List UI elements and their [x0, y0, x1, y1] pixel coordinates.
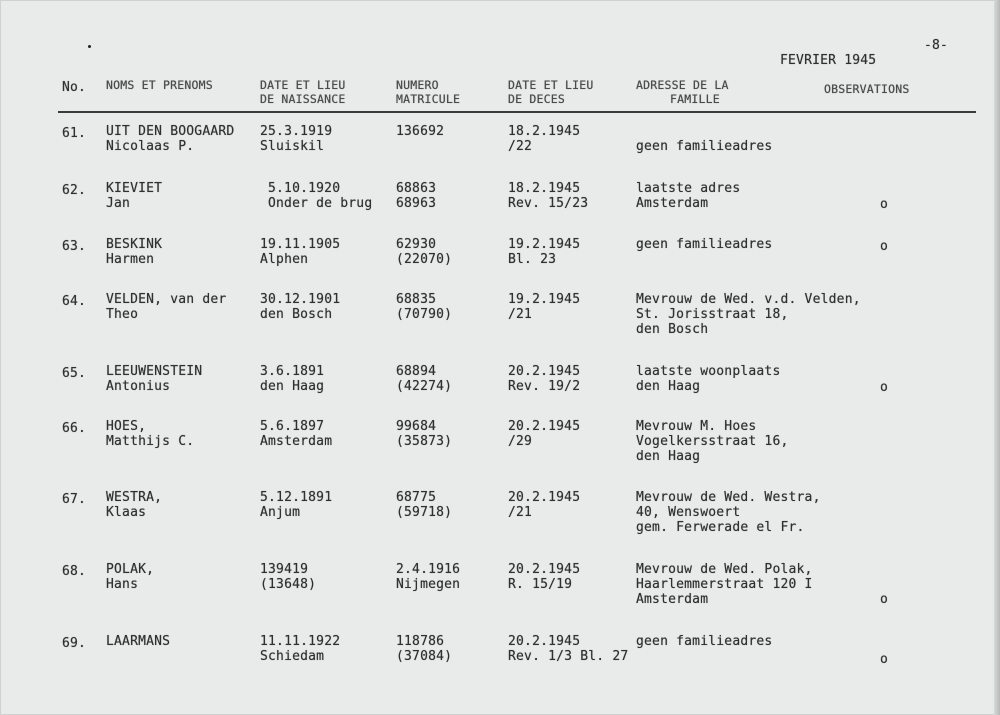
row-name-line: VELDEN, van der [106, 292, 227, 307]
row-birth-line: Alphen [260, 252, 309, 267]
row-matricule-line: 136692 [396, 124, 445, 139]
header-address-1: ADRESSE DE LA [636, 78, 729, 92]
row-birth-line: den Haag [260, 379, 325, 394]
row-birth-line: 3.6.1891 [260, 364, 325, 379]
row-number: 65. [62, 366, 87, 381]
row-number: 67. [62, 492, 87, 507]
row-death-line: /21 [508, 307, 533, 322]
row-address-line: laatste adres [636, 181, 741, 196]
row-observation-mark: o [880, 239, 889, 254]
row-birth-line: den Bosch [260, 307, 333, 322]
row-name-line: POLAK, [106, 562, 155, 577]
row-observation-mark: o [880, 380, 889, 395]
row-death-line: Rev. 19/2 [508, 379, 581, 394]
header-death-1: DATE ET LIEU [508, 78, 594, 92]
row-number: 68. [62, 564, 87, 579]
row-address-line: laatste woonplaats [636, 364, 781, 379]
month-year: FEVRIER 1945 [780, 53, 877, 68]
header-birth-1: DATE ET LIEU [260, 78, 346, 92]
row-birth-line: 5.6.1897 [260, 419, 325, 434]
row-name-line: KIEVIET [106, 181, 163, 196]
header-observations: OBSERVATIONS [824, 82, 910, 96]
row-matricule-line: 62930 [396, 237, 437, 252]
row-matricule-line: 68775 [396, 490, 437, 505]
row-death-line: 18.2.1945 [508, 181, 581, 196]
row-birth-line: 30.12.1901 [260, 292, 341, 307]
header-address-2: FAMILLE [670, 92, 720, 106]
row-birth-line: 11.11.1922 [260, 634, 341, 649]
row-number: 61. [62, 126, 87, 141]
row-address-line: Mevrouw de Wed. Westra, [636, 490, 821, 505]
row-death-line: Bl. 23 [508, 252, 557, 267]
row-observation-mark: o [880, 197, 889, 212]
header-matricule-2: MATRICULE [396, 92, 461, 106]
header-rule [58, 111, 976, 113]
row-name-line: Klaas [106, 505, 147, 520]
ink-dot [88, 45, 91, 48]
row-address-line: geen familieadres [636, 139, 773, 154]
row-number: 69. [62, 636, 87, 651]
row-observation-mark: o [880, 652, 889, 667]
header-death-2: DE DECES [508, 92, 565, 106]
row-address-line: Amsterdam [636, 592, 709, 607]
row-death-line: R. 15/19 [508, 577, 573, 592]
row-address-line: Amsterdam [636, 196, 709, 211]
row-death-line: 19.2.1945 [508, 237, 581, 252]
row-name-line: HOES, [106, 419, 147, 434]
row-matricule-line: (70790) [396, 307, 453, 322]
row-matricule-line: 68835 [396, 292, 437, 307]
row-matricule-line: (42274) [396, 379, 453, 394]
row-number: 66. [62, 421, 87, 436]
header-matricule-1: NUMERO [396, 78, 439, 92]
row-birth-line: 139419 [260, 562, 309, 577]
row-name-line: BESKINK [106, 237, 163, 252]
row-name-line: LEEUWENSTEIN [106, 364, 203, 379]
row-matricule-line: Nijmegen [396, 577, 461, 592]
row-matricule-line: 68863 [396, 181, 437, 196]
row-address-line: Mevrouw de Wed. Polak, [636, 562, 813, 577]
header-birth-2: DE NAISSANCE [260, 92, 346, 106]
row-name-line: UIT DEN BOOGAARD [106, 124, 235, 139]
row-death-line: /22 [508, 139, 533, 154]
row-observation-mark: o [880, 592, 889, 607]
header-name: NOMS ET PRENOMS [106, 78, 213, 92]
row-matricule-line: (59718) [396, 505, 453, 520]
row-birth-line: Sluiskil [260, 139, 325, 154]
row-name-line: Nicolaas P. [106, 139, 195, 154]
row-birth-line: Onder de brug [268, 196, 373, 211]
row-address-line: den Bosch [636, 322, 709, 337]
row-name-line: Antonius [106, 379, 171, 394]
row-birth-line: Amsterdam [260, 434, 333, 449]
row-death-line: /29 [508, 434, 533, 449]
row-name-line: Hans [106, 577, 139, 592]
card-edge [994, 0, 1000, 715]
row-birth-line: Schiedam [260, 649, 325, 664]
row-birth-line: Anjum [260, 505, 301, 520]
row-death-line: 18.2.1945 [508, 124, 581, 139]
row-matricule-line: 68894 [396, 364, 437, 379]
row-death-line: /21 [508, 505, 533, 520]
row-number: 62. [62, 183, 87, 198]
row-address-line: den Haag [636, 449, 701, 464]
header-no: No. [62, 80, 87, 95]
row-address-line: Mevrouw M. Hoes [636, 419, 757, 434]
row-address-line: gem. Ferwerade el Fr. [636, 520, 805, 535]
row-address-line: Mevrouw de Wed. v.d. Velden, [636, 292, 861, 307]
row-death-line: Rev. 1/3 Bl. 27 [508, 649, 629, 664]
row-death-line: 20.2.1945 [508, 419, 581, 434]
row-name-line: Jan [106, 196, 131, 211]
row-address-line: Haarlemmerstraat 120 I [636, 577, 813, 592]
row-name-line: Matthijs C. [106, 434, 195, 449]
row-address-line: den Haag [636, 379, 701, 394]
row-matricule-line: 99684 [396, 419, 437, 434]
row-birth-line: 25.3.1919 [260, 124, 333, 139]
row-matricule-line: 2.4.1916 [396, 562, 461, 577]
row-address-line: geen familieadres [636, 634, 773, 649]
row-name-line: Harmen [106, 252, 155, 267]
row-death-line: Rev. 15/23 [508, 196, 589, 211]
row-matricule-line: 118786 [396, 634, 445, 649]
row-matricule-line: (37084) [396, 649, 453, 664]
row-matricule-line: (35873) [396, 434, 453, 449]
page-number: -8- [924, 38, 949, 53]
row-address-line: St. Jorisstraat 18, [636, 307, 789, 322]
row-address-line: Vogelkersstraat 16, [636, 434, 789, 449]
row-matricule-line: 68963 [396, 196, 437, 211]
row-death-line: 20.2.1945 [508, 562, 581, 577]
row-matricule-line: (22070) [396, 252, 453, 267]
row-birth-line: 5.12.1891 [260, 490, 333, 505]
row-death-line: 20.2.1945 [508, 634, 581, 649]
row-name-line: WESTRA, [106, 490, 163, 505]
row-number: 63. [62, 239, 87, 254]
row-death-line: 20.2.1945 [508, 490, 581, 505]
row-address-line: 40, Wenswoert [636, 505, 741, 520]
row-birth-line: (13648) [260, 577, 317, 592]
row-birth-line: 19.11.1905 [260, 237, 341, 252]
row-name-line: LAARMANS [106, 634, 171, 649]
row-address-line: geen familieadres [636, 237, 773, 252]
row-death-line: 19.2.1945 [508, 292, 581, 307]
row-number: 64. [62, 294, 87, 309]
row-death-line: 20.2.1945 [508, 364, 581, 379]
row-name-line: Theo [106, 307, 139, 322]
row-birth-line: 5.10.1920 [268, 181, 341, 196]
